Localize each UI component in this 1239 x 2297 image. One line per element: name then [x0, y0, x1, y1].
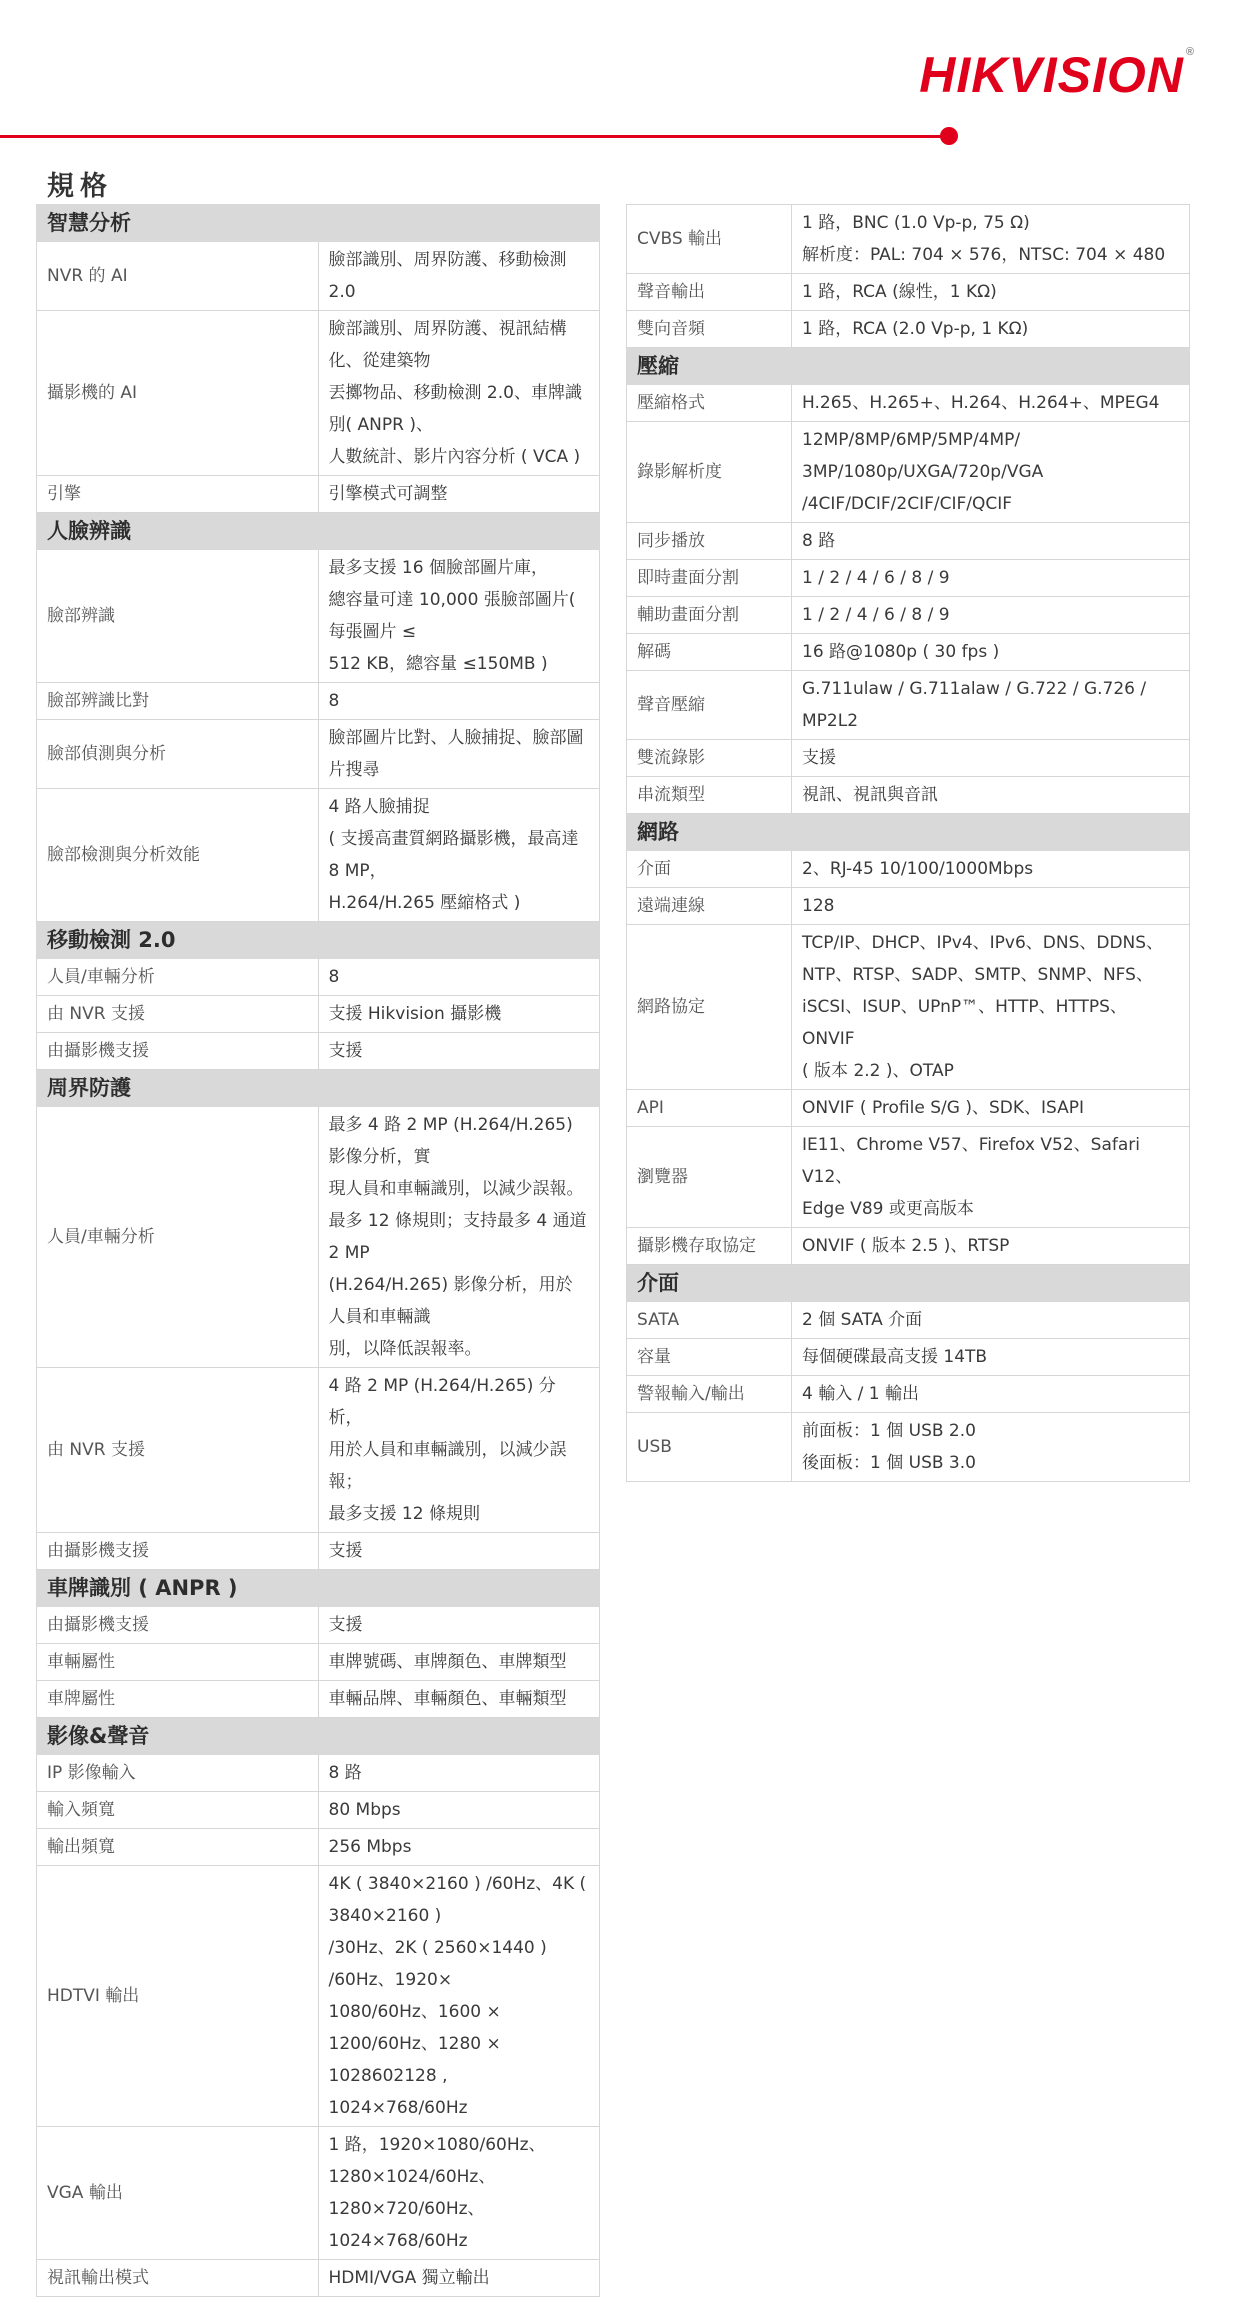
spec-value-line: 現人員和車輛識別，以減少誤報。	[328, 1179, 584, 1199]
spec-value-line: 臉部圖片比對、人臉捕捉、臉部圖片搜尋	[328, 728, 584, 780]
spec-value-line: NTP、RTSP、SADP、SMTP、SNMP、NFS、	[802, 965, 1153, 985]
spec-value-line: 1280×720/60Hz、1024×768/60Hz	[328, 2199, 485, 2251]
spec-value-line: 臉部識別、周界防護、移動檢測 2.0	[328, 250, 567, 302]
spec-label: 臉部辨識比對	[37, 683, 319, 720]
spec-row	[37, 2260, 600, 2297]
spec-row	[627, 1339, 1190, 1376]
spec-row	[37, 1755, 600, 1792]
spec-row	[37, 1107, 600, 1368]
spec-value-line: 用於人員和車輛識別，以減少誤報；	[328, 1440, 567, 1492]
spec-value-line: 最多支援 12 條規則	[328, 1504, 480, 1524]
spec-row	[627, 422, 1190, 523]
spec-row	[37, 550, 600, 683]
spec-row	[627, 385, 1190, 422]
spec-value-line: 前面板：1 個 USB 2.0	[802, 1421, 976, 1441]
spec-row	[627, 1090, 1190, 1127]
spec-value	[792, 560, 1190, 597]
spec-value	[792, 925, 1190, 1090]
spec-label: 錄影解析度	[627, 422, 792, 523]
spec-value	[792, 422, 1190, 523]
spec-value	[792, 523, 1190, 560]
section-header	[37, 1070, 600, 1107]
spec-value-line: 總容量可達 10,000 張臉部圖片( 每張圖片 ≤	[328, 590, 576, 642]
spec-label: 雙流錄影	[627, 740, 792, 777]
spec-value-line: 80 Mbps	[328, 1800, 401, 1820]
spec-value	[318, 1107, 600, 1368]
spec-value-line: 2 個 SATA 介面	[802, 1310, 923, 1330]
spec-value	[792, 311, 1190, 348]
spec-value-line: H.265、H.265+、H.264、H.264+、MPEG4	[802, 393, 1160, 413]
spec-value-line: 1 路，RCA (線性，1 KΩ)	[802, 282, 997, 302]
section-title: 介面	[627, 1265, 1190, 1302]
spec-label: 網路協定	[627, 925, 792, 1090]
spec-label: 臉部辨識	[37, 550, 319, 683]
spec-label: 由攝影機支援	[37, 1607, 319, 1644]
spec-value	[792, 634, 1190, 671]
spec-value	[318, 1866, 600, 2127]
spec-label: 輔助畫面分割	[627, 597, 792, 634]
spec-value-line: 臉部識別、周界防護、視訊結構化、從建築物	[328, 319, 567, 371]
spec-value-line: 128	[802, 896, 835, 916]
spec-value	[792, 1413, 1190, 1482]
spec-value-line: 後面板：1 個 USB 3.0	[802, 1453, 976, 1473]
spec-value-line: /30Hz、2K ( 2560×1440 ) /60Hz、1920×	[328, 1938, 547, 1990]
spec-label: 由 NVR 支援	[37, 996, 319, 1033]
spec-value-line: 支援 Hikvision 攝影機	[328, 1004, 502, 1024]
spec-label: API	[627, 1090, 792, 1127]
spec-value-line: 1080/60Hz、1600 × 1200/60Hz、1280 ×	[328, 2002, 501, 2054]
spec-row	[37, 311, 600, 476]
hikvision-logo: HIKVISION ®	[919, 46, 1195, 103]
spec-row	[627, 1302, 1190, 1339]
spec-row	[627, 597, 1190, 634]
spec-value	[792, 740, 1190, 777]
spec-label: 聲音壓縮	[627, 671, 792, 740]
spec-value-line: 支援	[328, 1615, 363, 1635]
spec-label: 輸出頻寬	[37, 1829, 319, 1866]
spec-value-line: 8 路	[802, 531, 836, 551]
spec-label: 人員/車輛分析	[37, 1107, 319, 1368]
spec-value-line: 3MP/1080p/UXGA/720p/VGA	[802, 462, 1044, 482]
spec-value-line: 1 / 2 / 4 / 6 / 8 / 9	[802, 568, 950, 588]
spec-label: 即時畫面分割	[627, 560, 792, 597]
spec-value	[792, 851, 1190, 888]
section-title: 智慧分析	[37, 205, 600, 242]
spec-row	[627, 274, 1190, 311]
header-rule-dot	[940, 127, 958, 145]
spec-row	[37, 996, 600, 1033]
spec-value-line: 車牌號碼、車牌顏色、車牌類型	[328, 1652, 567, 1672]
spec-value	[318, 789, 600, 922]
spec-row	[627, 1376, 1190, 1413]
spec-value-line: 16 路@1080p ( 30 fps )	[802, 642, 1000, 662]
spec-label: CVBS 輸出	[627, 205, 792, 274]
spec-label: HDTVI 輸出	[37, 1866, 319, 2127]
spec-value	[318, 683, 600, 720]
section-header	[627, 1265, 1190, 1302]
spec-value	[792, 888, 1190, 925]
spec-label: 警報輸入/輸出	[627, 1376, 792, 1413]
spec-row	[37, 1644, 600, 1681]
spec-value-line: 每個硬碟最高支援 14TB	[802, 1347, 988, 1367]
spec-label: USB	[627, 1413, 792, 1482]
spec-value	[792, 1090, 1190, 1127]
spec-value-line: iSCSI、ISUP、UPnP™、HTTP、HTTPS、ONVIF	[802, 997, 1127, 1049]
spec-row	[627, 1228, 1190, 1265]
spec-row	[627, 851, 1190, 888]
spec-value-line: 1 路，1920×1080/60Hz、1280×1024/60Hz、	[328, 2135, 546, 2187]
spec-value-line: 支援	[328, 1541, 363, 1561]
header-rule	[0, 135, 945, 138]
spec-row	[37, 1607, 600, 1644]
spec-label: 同步播放	[627, 523, 792, 560]
spec-value-line: 4 路人臉捕捉	[328, 797, 430, 817]
spec-value	[318, 242, 600, 311]
spec-value	[792, 274, 1190, 311]
section-header	[37, 205, 600, 242]
spec-row	[627, 740, 1190, 777]
spec-value-line: 512 KB，總容量 ≤150MB )	[328, 654, 548, 674]
spec-value-line: G.711ulaw / G.711alaw / G.722 / G.726 /	[802, 679, 1147, 699]
spec-label: 由 NVR 支援	[37, 1368, 319, 1533]
spec-value-line: 2、RJ-45 10/100/1000Mbps	[802, 859, 1034, 879]
spec-value-line: 8	[328, 691, 340, 711]
spec-value-line: 8	[328, 967, 340, 987]
spec-label: 輸入頻寬	[37, 1792, 319, 1829]
spec-value-line: MP2L2	[802, 711, 859, 731]
spec-label: 引擎	[37, 476, 319, 513]
spec-label: 由攝影機支援	[37, 1033, 319, 1070]
spec-table-right	[626, 204, 1190, 1482]
spec-label: 介面	[627, 851, 792, 888]
spec-label: 瀏覽器	[627, 1127, 792, 1228]
spec-row	[627, 1127, 1190, 1228]
section-title: 網路	[627, 814, 1190, 851]
spec-value	[792, 205, 1190, 274]
spec-value	[792, 385, 1190, 422]
section-title: 移動檢測 2.0	[37, 922, 600, 959]
spec-value-line: 最多 12 條規則；支持最多 4 通道 2 MP	[328, 1211, 587, 1263]
section-title: 周界防護	[37, 1070, 600, 1107]
spec-value-line: TCP/IP、DHCP、IPv4、IPv6、DNS、DDNS、	[802, 933, 1164, 953]
section-header	[37, 1570, 600, 1607]
spec-value	[318, 2127, 600, 2260]
spec-row	[37, 1368, 600, 1533]
spec-value-line: 人數統計、影片內容分析 ( VCA )	[328, 447, 581, 467]
spec-row	[627, 671, 1190, 740]
spec-label: VGA 輸出	[37, 2127, 319, 2260]
page-title: 規格	[47, 171, 113, 202]
spec-row	[37, 720, 600, 789]
spec-value	[792, 1127, 1190, 1228]
spec-value-line: H.264/H.265 壓縮格式 )	[328, 893, 521, 913]
spec-value	[318, 476, 600, 513]
spec-row	[627, 205, 1190, 274]
spec-row	[37, 789, 600, 922]
spec-value-line: 8 路	[328, 1763, 362, 1783]
spec-row	[627, 634, 1190, 671]
spec-value-line: ( 支援高畫質網路攝影機，最高達 8 MP，	[328, 829, 579, 881]
section-header	[37, 922, 600, 959]
spec-label: 解碼	[627, 634, 792, 671]
spec-value-line: IE11、Chrome V57、Firefox V52、Safari V12、	[802, 1135, 1140, 1187]
spec-row	[37, 1033, 600, 1070]
spec-value	[318, 720, 600, 789]
spec-value-line: ( 版本 2.2 )、OTAP	[802, 1061, 954, 1081]
spec-row	[37, 1792, 600, 1829]
spec-value	[318, 1533, 600, 1570]
spec-value	[318, 959, 600, 996]
spec-value-line: 丟擲物品、移動檢測 2.0、車牌識別( ANPR )、	[328, 383, 582, 435]
spec-value-line: 視訊、視訊與音訊	[802, 785, 938, 805]
section-header	[37, 513, 600, 550]
spec-label: 遠端連線	[627, 888, 792, 925]
spec-value-line: Edge V89 或更高版本	[802, 1199, 974, 1219]
spec-label: 攝影機的 AI	[37, 311, 319, 476]
spec-label: 聲音輸出	[627, 274, 792, 311]
spec-value-line: 支援	[328, 1041, 363, 1061]
spec-row	[627, 925, 1190, 1090]
spec-value-line: 別，以降低誤報率。	[328, 1339, 482, 1359]
section-header	[627, 348, 1190, 385]
spec-row	[627, 560, 1190, 597]
spec-value-line: ONVIF ( 版本 2.5 )、RTSP	[802, 1236, 1010, 1256]
section-title: 影像&聲音	[37, 1718, 600, 1755]
spec-label: 車輛屬性	[37, 1644, 319, 1681]
spec-row	[37, 1866, 600, 2127]
spec-value-line: HDMI/VGA 獨立輸出	[328, 2268, 490, 2288]
spec-value-line: 12MP/8MP/6MP/5MP/4MP/	[802, 430, 1021, 450]
spec-value	[792, 777, 1190, 814]
spec-value	[792, 1228, 1190, 1265]
spec-row	[37, 1829, 600, 1866]
spec-value	[792, 1339, 1190, 1376]
spec-value-line: ONVIF ( Profile S/G )、SDK、ISAPI	[802, 1098, 1084, 1118]
spec-value	[318, 1368, 600, 1533]
spec-value	[318, 1681, 600, 1718]
spec-label: IP 影像輸入	[37, 1755, 319, 1792]
spec-value-line: /4CIF/DCIF/2CIF/CIF/QCIF	[802, 494, 1013, 514]
section-header	[37, 1718, 600, 1755]
section-header	[627, 814, 1190, 851]
spec-value-line: 1028602128 , 1024×768/60Hz	[328, 2066, 468, 2118]
spec-value	[318, 2260, 600, 2297]
spec-value-line: 4K ( 3840×2160 ) /60Hz、4K ( 3840×2160 )	[328, 1874, 587, 1926]
spec-label: 壓縮格式	[627, 385, 792, 422]
spec-value	[318, 1792, 600, 1829]
spec-value	[792, 671, 1190, 740]
spec-value-line: 1 路，BNC (1.0 Vp-p, 75 Ω)	[802, 213, 1030, 233]
spec-value-line: 1 / 2 / 4 / 6 / 8 / 9	[802, 605, 950, 625]
spec-value	[318, 311, 600, 476]
spec-label: 視訊輸出模式	[37, 2260, 319, 2297]
spec-value-line: 1 路，RCA (2.0 Vp-p, 1 KΩ)	[802, 319, 1029, 339]
spec-label: 車牌屬性	[37, 1681, 319, 1718]
spec-value	[318, 996, 600, 1033]
section-title: 車牌識別 ( ANPR )	[37, 1570, 600, 1607]
spec-row	[627, 888, 1190, 925]
spec-value-line: 引擎模式可調整	[328, 484, 448, 504]
spec-row	[37, 242, 600, 311]
spec-row	[37, 1681, 600, 1718]
spec-value-line: 4 輸入 / 1 輸出	[802, 1384, 919, 1404]
spec-row	[37, 2127, 600, 2260]
spec-row	[627, 523, 1190, 560]
spec-label: 攝影機存取協定	[627, 1228, 792, 1265]
spec-value	[318, 550, 600, 683]
spec-label: 雙向音頻	[627, 311, 792, 348]
spec-value-line: 256 Mbps	[328, 1837, 412, 1857]
spec-label: NVR 的 AI	[37, 242, 319, 311]
spec-label: 由攝影機支援	[37, 1533, 319, 1570]
spec-value-line: 最多支援 16 個臉部圖片庫，	[328, 558, 548, 578]
spec-value-line: 最多 4 路 2 MP (H.264/H.265) 影像分析，實	[328, 1115, 573, 1167]
spec-value-line: 4 路 2 MP (H.264/H.265) 分析，	[328, 1376, 556, 1428]
spec-row	[37, 959, 600, 996]
spec-value	[792, 1376, 1190, 1413]
spec-row	[627, 311, 1190, 348]
spec-label: 串流類型	[627, 777, 792, 814]
spec-row	[37, 476, 600, 513]
spec-value-line: 解析度：PAL: 704 × 576，NTSC: 704 × 480	[802, 245, 1166, 265]
spec-row	[37, 1533, 600, 1570]
spec-value	[792, 597, 1190, 634]
spec-value	[318, 1755, 600, 1792]
spec-value-line: 支援	[802, 748, 836, 768]
spec-value	[318, 1033, 600, 1070]
spec-label: 人員/車輛分析	[37, 959, 319, 996]
spec-value	[318, 1607, 600, 1644]
spec-value-line: 車輛品牌、車輛顏色、車輛類型	[328, 1689, 567, 1709]
spec-value	[318, 1644, 600, 1681]
section-title: 人臉辨識	[37, 513, 600, 550]
spec-value-line: (H.264/H.265) 影像分析，用於人員和車輛識	[328, 1275, 573, 1327]
spec-row	[627, 1413, 1190, 1482]
spec-value	[318, 1829, 600, 1866]
section-title: 壓縮	[627, 348, 1190, 385]
spec-label: 臉部偵測與分析	[37, 720, 319, 789]
spec-label: SATA	[627, 1302, 792, 1339]
spec-row	[627, 777, 1190, 814]
spec-label: 臉部檢測與分析效能	[37, 789, 319, 922]
spec-table-left	[36, 204, 600, 2297]
spec-value	[792, 1302, 1190, 1339]
spec-row	[37, 683, 600, 720]
spec-label: 容量	[627, 1339, 792, 1376]
